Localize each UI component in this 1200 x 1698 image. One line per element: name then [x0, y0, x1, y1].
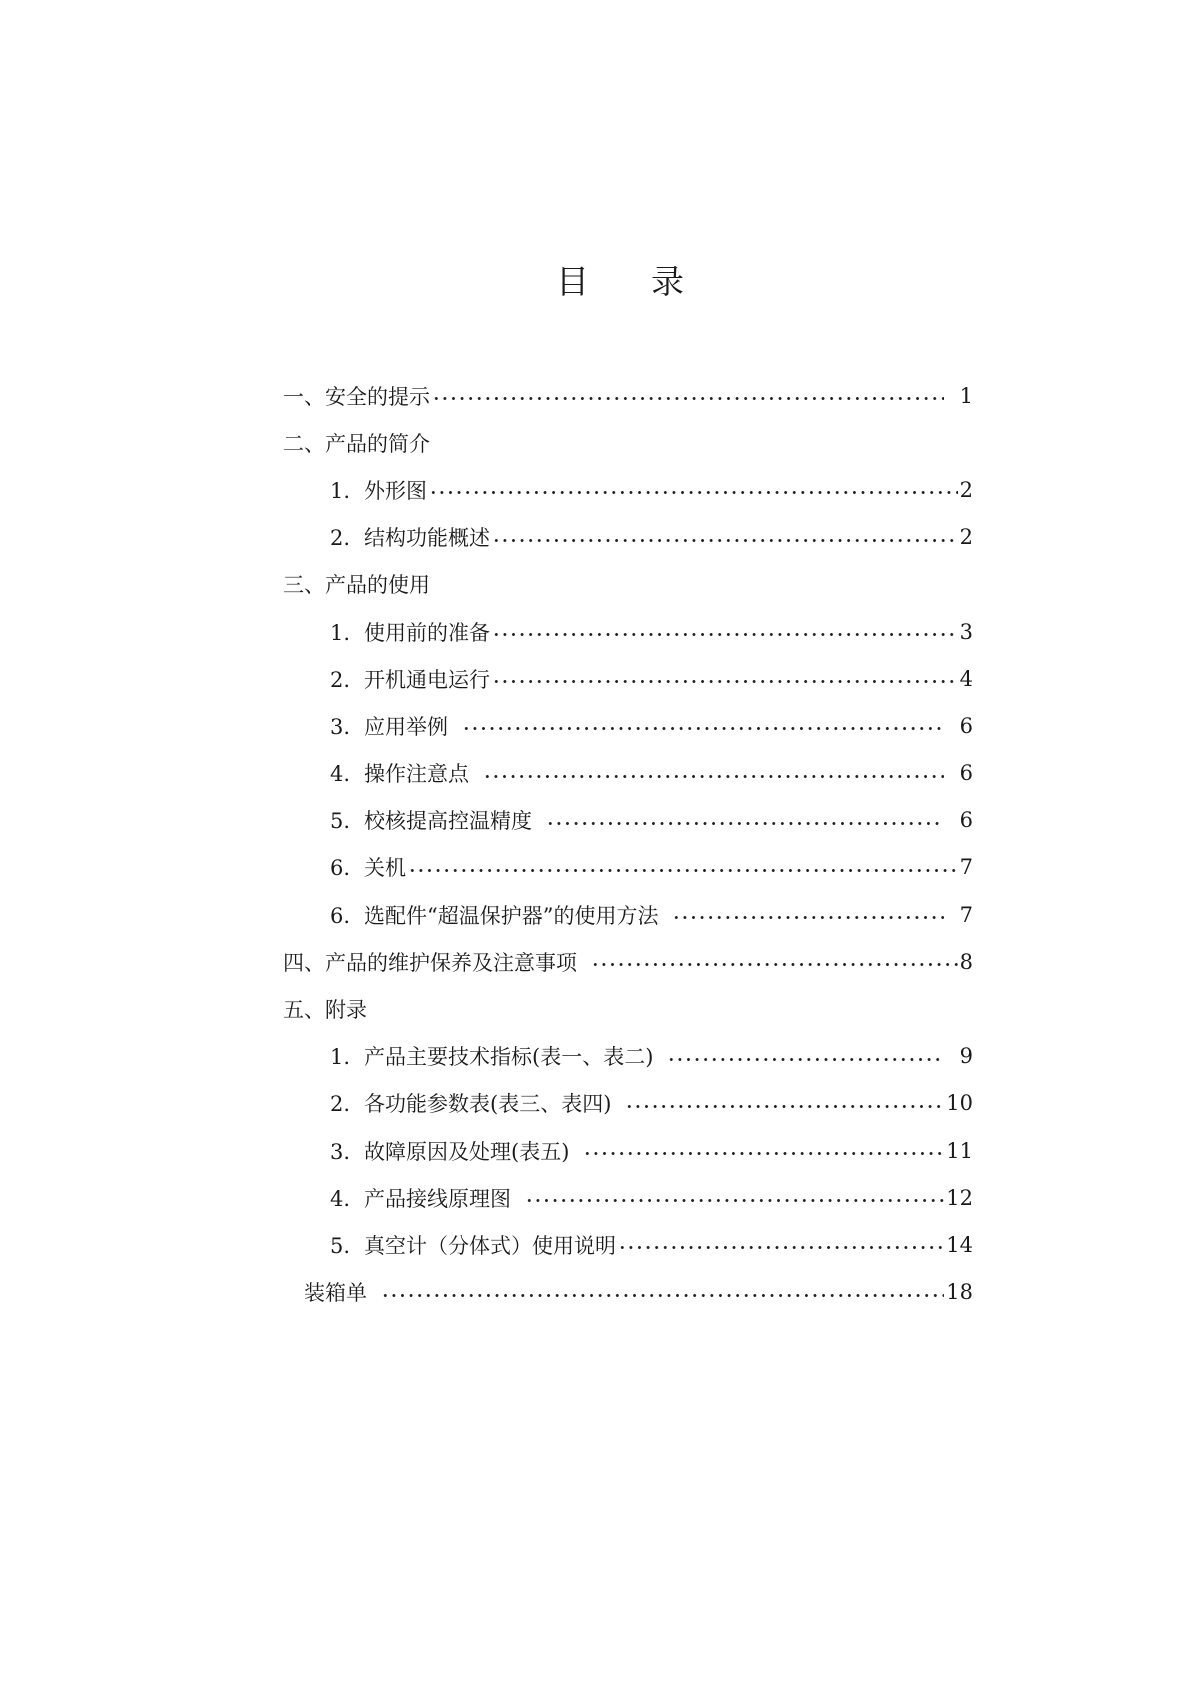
toc-entry-label — [330, 805, 532, 835]
toc-entry[interactable] — [283, 985, 973, 1032]
toc-entry-label — [283, 947, 577, 977]
toc-entry-number: 6. — [330, 903, 351, 928]
toc-entry-page-number: 2 — [959, 477, 973, 502]
dot-leader — [429, 491, 958, 494]
toc-entry[interactable] — [283, 466, 973, 513]
toc-entry[interactable] — [283, 1221, 973, 1268]
toc-entry-title: 应用举例 — [364, 714, 448, 739]
toc-entry-label — [330, 1088, 611, 1118]
toc-entry-title: 产品主要技术指标(表一、表二) — [364, 1045, 654, 1070]
toc-entry-page-number: 8 — [959, 949, 973, 974]
toc-entry-label — [330, 758, 469, 788]
dot-leader — [492, 680, 958, 683]
toc-entry-number: 2. — [330, 526, 351, 551]
toc-entry-label — [330, 1041, 653, 1071]
toc-entry-page-number: 11 — [946, 1138, 973, 1163]
toc-entry[interactable] — [283, 1080, 973, 1127]
toc-entry-label — [283, 381, 430, 411]
toc-entry-number: 4. — [330, 762, 351, 787]
toc-entry-label — [330, 1136, 569, 1166]
toc-entry-page-number: 18 — [946, 1280, 973, 1305]
toc-entry-title: 装箱单 — [304, 1281, 367, 1306]
toc-entry[interactable] — [283, 797, 973, 844]
dot-leader — [492, 539, 958, 542]
title-char-2: 录 — [651, 262, 684, 301]
toc-entry[interactable] — [283, 938, 973, 985]
toc-entry-page-number: 4 — [959, 666, 973, 691]
toc-entry-page-number: 6 — [959, 761, 973, 786]
toc-entry-title: 真空计（分体式）使用说明 — [364, 1233, 616, 1258]
toc-entry-label — [330, 522, 490, 552]
toc-entry-page-number: 1 — [959, 383, 973, 408]
toc-entry-page-number: 10 — [946, 1091, 973, 1116]
toc-entry[interactable] — [283, 372, 973, 419]
toc-entry[interactable] — [283, 1127, 973, 1174]
toc-entry-number: 4. — [330, 1186, 351, 1211]
toc-entry-number: 五、 — [283, 998, 325, 1023]
dot-leader — [492, 633, 958, 636]
dot-leader — [618, 1246, 944, 1249]
toc-entry-number: 二、 — [283, 431, 325, 456]
dot-leader — [672, 916, 943, 919]
toc-entry-number: 四、 — [283, 950, 325, 975]
toc-entry-title: 产品的简介 — [325, 431, 430, 456]
toc-entry[interactable] — [283, 1269, 973, 1316]
toc-entry-number: 1. — [330, 478, 351, 503]
toc-entry-label — [330, 617, 490, 647]
page-title — [0, 256, 1200, 303]
toc-entry[interactable] — [283, 750, 973, 797]
toc-entry-number: 三、 — [283, 573, 325, 598]
toc-entry[interactable] — [283, 608, 973, 655]
toc-entry[interactable] — [283, 702, 973, 749]
toc-entry-label — [330, 900, 658, 930]
toc-entry-label — [330, 852, 406, 882]
dot-leader — [625, 1105, 944, 1108]
toc-entry-title: 安全的提示 — [325, 384, 430, 409]
toc-entry-page-number: 12 — [946, 1185, 973, 1210]
toc-entry-page-number: 3 — [959, 619, 973, 644]
toc-entry-number: 6. — [330, 856, 351, 881]
toc-entry-number: 3. — [330, 1139, 351, 1164]
dot-leader — [667, 1058, 943, 1061]
toc-entry-title: 产品接线原理图 — [364, 1186, 511, 1211]
toc-entry-number: 3. — [330, 714, 351, 739]
toc-entry-page-number: 6 — [959, 808, 973, 833]
dot-leader — [432, 397, 944, 400]
table-of-contents — [283, 372, 973, 1316]
dot-leader — [408, 869, 958, 872]
title-char-1: 目 — [556, 262, 589, 301]
toc-entry-title: 校核提高控温精度 — [364, 809, 532, 834]
toc-entry[interactable] — [283, 844, 973, 891]
dot-leader — [583, 1152, 944, 1155]
toc-entry[interactable] — [283, 655, 973, 702]
toc-entry-number: 5. — [330, 1233, 351, 1258]
toc-entry-page-number: 6 — [959, 713, 973, 738]
toc-entry-title: 结构功能概述 — [364, 526, 490, 551]
toc-entry[interactable] — [283, 514, 973, 561]
toc-entry-number: 1. — [330, 620, 351, 645]
toc-entry-page-number: 2 — [959, 525, 973, 550]
toc-entry[interactable] — [283, 1174, 973, 1221]
toc-entry-title: 产品的使用 — [325, 573, 430, 598]
dot-leader — [483, 775, 944, 778]
toc-entry-page-number: 7 — [959, 902, 973, 927]
toc-entry-title: 关机 — [364, 856, 406, 881]
toc-entry-title: 选配件“超温保护器”的使用方法 — [364, 903, 659, 928]
toc-entry-title: 产品的维护保养及注意事项 — [325, 950, 577, 975]
dot-leader — [546, 822, 944, 825]
toc-entry-label — [330, 664, 490, 694]
toc-entry-label — [330, 1230, 616, 1260]
toc-entry-number: 2. — [330, 667, 351, 692]
toc-entry-title: 操作注意点 — [364, 762, 469, 787]
toc-entry[interactable] — [283, 419, 973, 466]
toc-entry-title: 外形图 — [364, 478, 427, 503]
toc-entry-title: 开机通电运行 — [364, 667, 490, 692]
dot-leader — [525, 1199, 944, 1202]
toc-entry[interactable] — [283, 891, 973, 938]
toc-entry-label — [283, 569, 430, 599]
toc-entry-page-number: 7 — [959, 855, 973, 880]
toc-entry-page-number: 14 — [946, 1232, 973, 1257]
toc-entry-label — [330, 475, 427, 505]
toc-entry-title: 故障原因及处理(表五) — [364, 1139, 570, 1164]
toc-entry-number: 5. — [330, 809, 351, 834]
toc-entry-title: 使用前的准备 — [364, 620, 490, 645]
toc-entry-label — [330, 711, 448, 741]
toc-entry-label — [283, 428, 430, 458]
toc-entry[interactable] — [283, 1033, 973, 1080]
dot-leader — [381, 1294, 944, 1297]
toc-entry-label — [304, 1277, 367, 1307]
dot-leader — [462, 727, 944, 730]
toc-entry-number: 1. — [330, 1045, 351, 1070]
toc-entry-title: 各功能参数表(表三、表四) — [364, 1092, 612, 1117]
toc-entry-title: 附录 — [325, 998, 367, 1023]
toc-entry-number: 2. — [330, 1092, 351, 1117]
toc-entry[interactable] — [283, 561, 973, 608]
toc-entry-page-number: 9 — [959, 1044, 973, 1069]
dot-leader — [591, 963, 958, 966]
toc-entry-label — [283, 994, 367, 1024]
toc-entry-label — [330, 1183, 511, 1213]
toc-entry-number: 一、 — [283, 384, 325, 409]
